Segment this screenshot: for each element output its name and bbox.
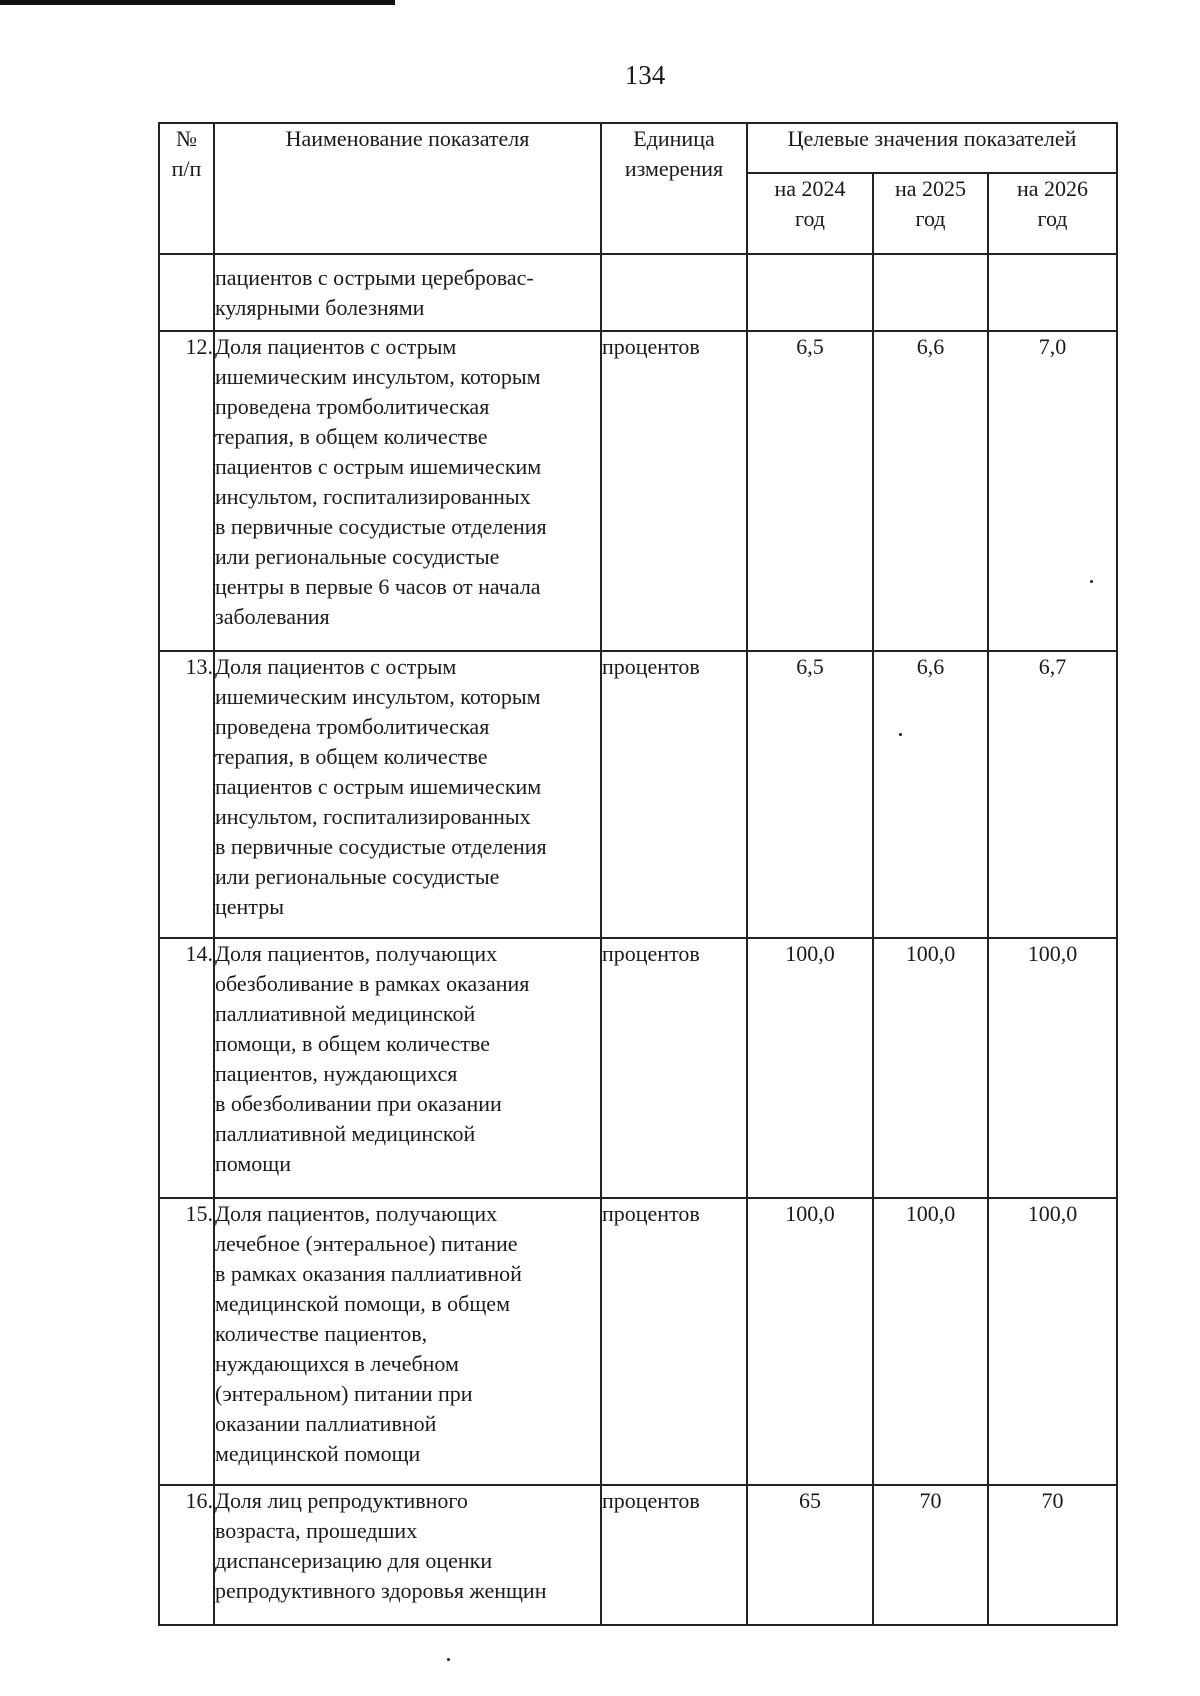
value-2026: 100,0: [988, 1198, 1117, 1485]
row-number: 14.: [159, 938, 214, 1198]
continuation-v2025: [873, 254, 988, 331]
row-number: 13.: [159, 651, 214, 938]
row-number: 16.: [159, 1485, 214, 1625]
indicator-name: Доля пациентов с острым ишемическим инсультом, которым проведена тромболитическая терапия, в общем количестве пациентов с острым ишемическим инсультом, госпитализированных в первичные сосудистые отделения или региональные сосудистые центры в первые 6 часов от начала заболевания: [214, 331, 601, 651]
header-unit: Единица измерения: [601, 123, 747, 254]
continuation-unit: [601, 254, 747, 331]
header-year-2026: на 2026 год: [988, 173, 1117, 254]
unit-of-measure: процентов: [601, 331, 747, 651]
value-2024: 6,5: [747, 651, 873, 938]
scan-speck: [899, 733, 902, 736]
value-2025: 6,6: [873, 331, 988, 651]
continuation-num: [159, 254, 214, 331]
indicator-name: Доля лиц репродуктивного возраста, прошедших диспансеризацию для оценки репродуктивного здоровья женщин: [214, 1485, 601, 1625]
continuation-name: пациентов с острыми церебровас- кулярными болезнями: [214, 254, 601, 331]
unit-of-measure: процентов: [601, 1198, 747, 1485]
unit-of-measure: процентов: [601, 938, 747, 1198]
indicators-table: [158, 122, 1118, 1626]
table-row: [159, 1198, 1117, 1485]
header-year-2024: на 2024 год: [747, 173, 873, 254]
table-row: [159, 651, 1117, 938]
header-row-1: [159, 123, 1117, 173]
value-2026: 6,7: [988, 651, 1117, 938]
page-number: 134: [624, 60, 666, 90]
value-2025: 70: [873, 1485, 988, 1625]
value-2024: 100,0: [747, 938, 873, 1198]
value-2024: 65: [747, 1485, 873, 1625]
value-2024: 100,0: [747, 1198, 873, 1485]
scan-speck: [1090, 580, 1093, 583]
value-2026: 70: [988, 1485, 1117, 1625]
table-row: [159, 331, 1117, 651]
continuation-row: [159, 254, 1117, 331]
value-2026: 100,0: [988, 938, 1117, 1198]
unit-of-measure: процентов: [601, 1485, 747, 1625]
header-year-2025: на 2025 год: [873, 173, 988, 254]
header-name: Наименование показателя: [214, 123, 601, 254]
value-2025: 100,0: [873, 1198, 988, 1485]
header-targets: Целевые значения показателей: [747, 123, 1117, 173]
value-2026: 7,0: [988, 331, 1117, 651]
row-number: 12.: [159, 331, 214, 651]
scan-speck: [447, 1658, 450, 1661]
continuation-v2024: [747, 254, 873, 331]
indicator-name: Доля пациентов, получающих обезболивание в рамках оказания паллиативной медицинской помощи, в общем количестве пациентов, нуждающихся в обезболивании при оказании паллиативной медицинской помощи: [214, 938, 601, 1198]
indicator-name: Доля пациентов, получающих лечебное (энтеральное) питание в рамках оказания паллиативной медицинской помощи, в общем количестве пациентов, нуждающихся в лечебном (энтеральном) питании при оказании паллиативной медицинской помощи: [214, 1198, 601, 1485]
scan-edge-bar: [0, 0, 395, 5]
header-num: № п/п: [159, 123, 214, 254]
value-2024: 6,5: [747, 331, 873, 651]
value-2025: 100,0: [873, 938, 988, 1198]
value-2025: 6,6: [873, 651, 988, 938]
indicator-name: Доля пациентов с острым ишемическим инсультом, которым проведена тромболитическая терапия, в общем количестве пациентов с острым ишемическим инсультом, госпитализированных в первичные сосудистые отделения или региональные сосудистые центры: [214, 651, 601, 938]
unit-of-measure: процентов: [601, 651, 747, 938]
table-row: [159, 1485, 1117, 1625]
row-number: 15.: [159, 1198, 214, 1485]
table-row: [159, 938, 1117, 1198]
continuation-v2026: [988, 254, 1117, 331]
